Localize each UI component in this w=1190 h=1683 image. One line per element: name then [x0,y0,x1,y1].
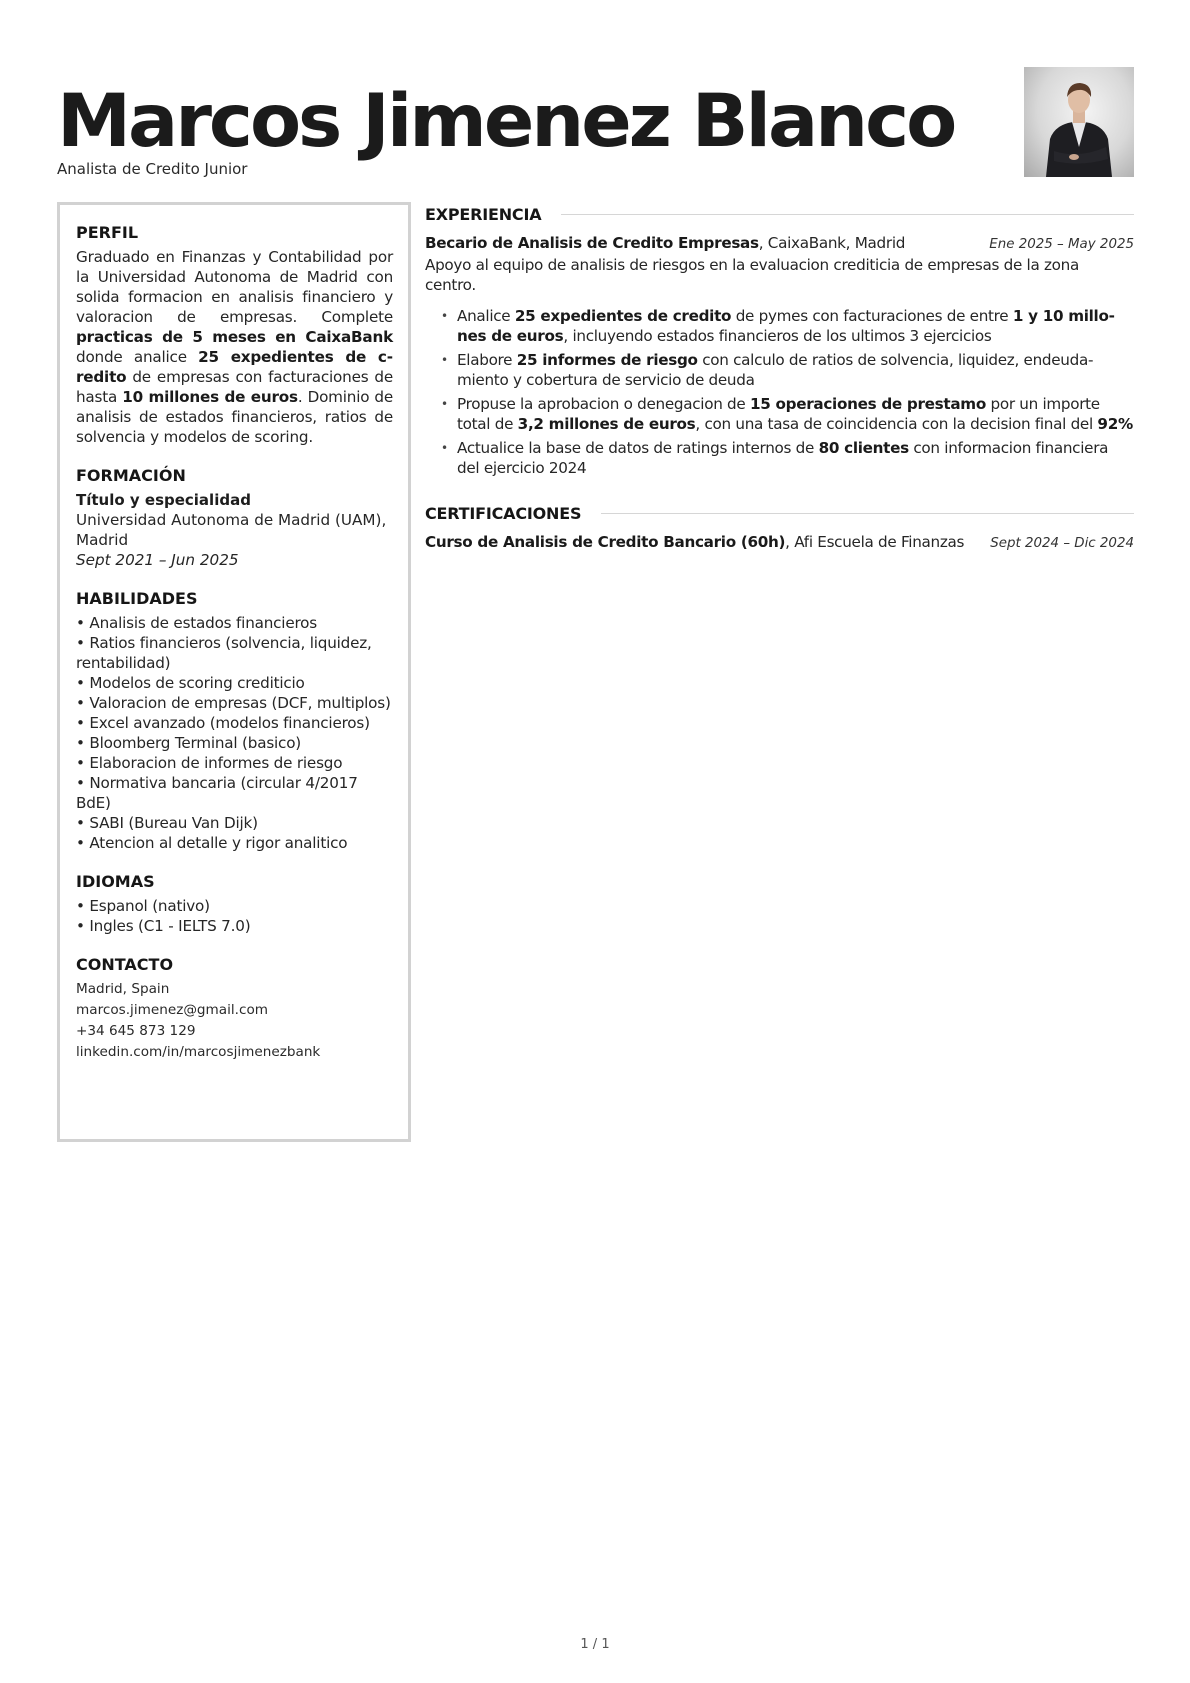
certification-org: , Afi Escuela de Finanzas [785,533,965,551]
page-number: 1 / 1 [580,1637,610,1652]
profile-summary [76,247,393,447]
skills-list [76,613,393,853]
sidebar [57,202,411,1142]
achievement-highlight: 80 clientes [818,439,909,457]
achievement-text: Actualice la base de datos de ratings internos de [457,439,819,457]
certifications-header [425,502,1134,524]
degree-title: Título y especialidad [76,491,251,509]
languages-section [76,872,393,936]
skill-item: • Bloomberg Terminal (basico) [76,734,302,752]
main-column [425,203,1134,554]
institution: Universidad Autonoma de Madrid (UAM), Madrid [76,511,387,549]
achievement-text: , incluyendo estados financieros de los ultimos 3 ejercicios [563,327,992,345]
achievement-text: por un importe total de [457,395,1100,433]
profile-highlight: practicas de 5 meses en CaixaBank [76,328,393,346]
achievement-highlight: 25 informes de riesgo [516,351,698,369]
section-divider [601,513,1134,514]
experience-section [425,203,1134,478]
profile-text: donde analice [76,348,199,366]
profile-photo [1024,67,1134,177]
skill-item: • SABI (Bureau Van Dijk) [76,814,258,832]
skill-item: • Atencion al detalle y rigor analitico [76,834,348,852]
experience-entry [425,233,1134,478]
skill-item: • Elaboracion de informes de riesgo [76,754,343,772]
skills-section [76,589,393,853]
experience-header [425,203,1134,225]
certification-title-line [425,532,964,553]
certifications-section [425,502,1134,554]
section-divider [561,214,1134,215]
achievement-item [457,394,1134,434]
contact-email[interactable]: marcos.jimenez@gmail.com [76,1002,269,1018]
experience-entry-header [425,233,1134,255]
achievement-text: Elabore [457,351,517,369]
profile-section [76,223,393,447]
person-portrait-icon [1024,67,1134,177]
contact-linkedin[interactable]: linkedin.com/in/marcosjimenezbank [76,1044,321,1060]
experience-dates: Ene 2025 – May 2025 [989,237,1134,252]
achievement-highlight: 92% [1097,415,1133,433]
experience-description: Apoyo al equipo de analisis de riesgos en la evaluacion crediticia de empresas de la zona centro. [425,256,1080,294]
language-item: • Ingles (C1 - IELTS 7.0) [76,917,251,935]
certification-entry [425,532,1134,554]
skill-item: • Analisis de estados financieros [76,614,317,632]
languages-heading: IDIOMAS [76,872,155,891]
achievement-text: Analice [457,307,515,325]
achievement-item [457,306,1134,346]
achievement-highlight: 3,2 millones de euros [517,415,696,433]
language-item: • Espanol (nativo) [76,897,210,915]
achievement-text: con calculo de ratios de solvencia, liquidez, endeudamiento y cobertura de servicio de deuda [457,351,1094,389]
resume-header [57,66,1134,181]
profile-highlight: 25 expedientes de credito [76,348,393,386]
profile-text: de empresas con facturaciones de hasta [76,368,393,406]
certifications-heading: CERTIFICACIONES [425,503,582,523]
experience-org: , CaixaBank, Madrid [758,234,906,252]
skills-heading: HABILIDADES [76,589,198,608]
education-section [76,466,393,570]
certification-title: Curso de Analisis de Credito Bancario (60h) [425,533,786,551]
contact-location: Madrid, Spain [76,981,170,997]
languages-list [76,896,393,936]
skill-item: • Excel avanzado (modelos financieros) [76,714,370,732]
achievement-text: con informacion financiera del ejercicio 2024 [457,439,1109,477]
profile-heading: PERFIL [76,223,139,242]
skill-item: • Normativa bancaria (circular 4/2017 BdE) [76,774,358,812]
experience-role: Becario de Analisis de Credito Empresas [425,234,759,252]
education-dates: Sept 2021 – Jun 2025 [76,551,239,569]
skill-item: • Modelos de scoring crediticio [76,674,305,692]
achievement-item [457,438,1134,478]
achievement-highlight: 15 operaciones de prestamo [749,395,986,413]
profile-text: . Dominio de analisis de estados financieros, ratios de solvencia y modelos de scoring. [76,388,393,446]
contact-heading: CONTACTO [76,955,174,974]
achievement-text: , con una tasa de coincidencia con la decision final del [695,415,1098,433]
achievement-item [457,350,1134,390]
skill-item: • Valoracion de empresas (DCF, multiplos) [76,694,391,712]
skill-item: • Ratios financieros (solvencia, liquidez, rentabilidad) [76,634,372,672]
section-spacer [425,482,1134,502]
job-title: Analista de Credito Junior [57,160,248,178]
profile-highlight: 10 millones de euros [122,388,298,406]
candidate-name: Marcos Jimenez Blanco [57,79,955,164]
experience-heading: EXPERIENCIA [425,204,542,224]
experience-role-line [425,233,905,254]
achievement-highlight: 25 expedientes de credito [514,307,732,325]
education-heading: FORMACIÓN [76,466,186,485]
profile-text: Graduado en Finanzas y Contabilidad por la Universidad Autonoma de Madrid con solida formacion en analisis financiero y valoracion de empresas. Complete [76,248,393,326]
experience-achievements [425,306,1134,478]
certification-dates: Sept 2024 – Dic 2024 [990,536,1134,551]
contact-section [76,955,393,1063]
achievement-text: Propuse la aprobacion o denegacion de [457,395,750,413]
achievement-text: de pymes con facturaciones de entre [731,307,1013,325]
contact-phone[interactable]: +34 645 873 129 [76,1023,196,1039]
achievement-highlight: 1 y 10 millones de euros [457,307,1115,345]
